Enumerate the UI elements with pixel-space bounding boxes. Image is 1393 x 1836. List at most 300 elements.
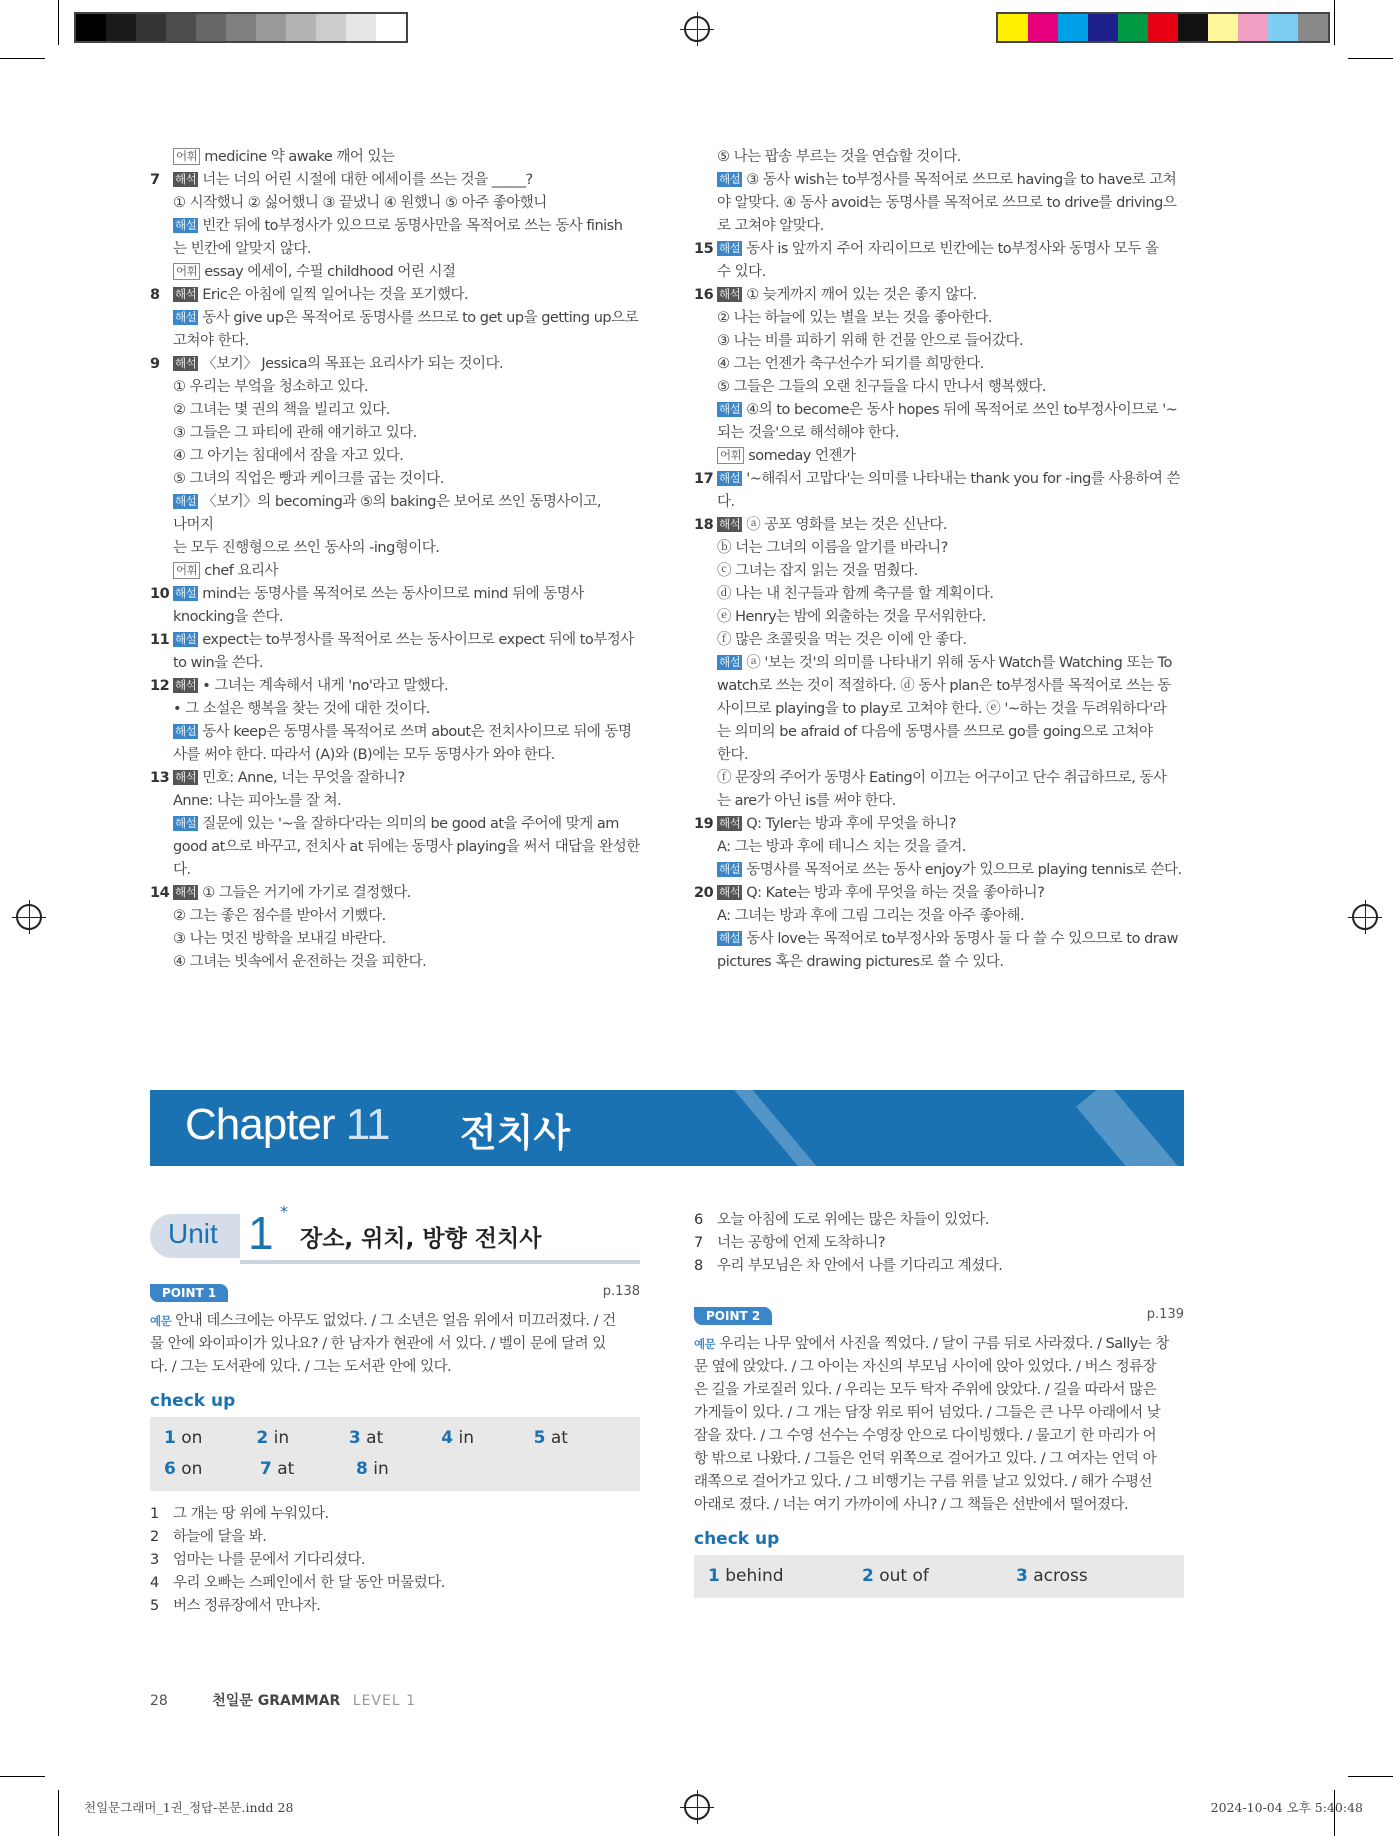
gray-color-bar	[74, 12, 408, 43]
answer-value: behind	[725, 1566, 784, 1586]
answer-text: mind는 동명사를 목적어로 쓰는 동사이므로 mind 뒤에 동명사	[202, 586, 584, 602]
answer-value: at	[366, 1428, 384, 1448]
sentence-number: 8	[694, 1258, 703, 1274]
swatch	[998, 14, 1028, 41]
translation-tag: 해석	[719, 816, 741, 830]
answer-row	[164, 1454, 626, 1485]
answer-text: 다.	[173, 862, 191, 878]
answer-text: Eric은 아침에 일찍 일어나는 것을 포기했다.	[202, 287, 469, 303]
swatch	[76, 14, 106, 41]
sentence-number: 6	[694, 1212, 703, 1228]
answer-text: ⑤ 나는 팝송 부르는 것을 연습할 것이다.	[717, 149, 961, 165]
chapter-title: 전치사	[460, 1111, 571, 1155]
answer-text: chef 요리사	[204, 563, 279, 579]
point2-section	[694, 1305, 1184, 1598]
answer-text: • 그녀는 계속해서 내게 'no'라고 말했다.	[202, 678, 449, 694]
answer-number: 2	[862, 1566, 874, 1586]
answer-line	[150, 192, 640, 215]
answer-line	[150, 399, 640, 422]
answer-line	[150, 721, 640, 744]
sentence-number: 1	[150, 1506, 159, 1522]
answer-line	[694, 606, 1184, 629]
explanation-tag: 해설	[719, 241, 741, 255]
answer-line	[694, 491, 1184, 514]
answer-line	[694, 629, 1184, 652]
example-line	[694, 1471, 1184, 1494]
crop-mark	[1334, 0, 1335, 45]
registration-mark-icon	[1352, 904, 1378, 930]
answer-text: ① 시작했니 ② 싫어했니 ③ 끝냈니 ④ 원했니 ⑤ 아주 좋아했니	[173, 195, 547, 211]
answer-text: 다.	[717, 494, 735, 510]
answer-value: on	[181, 1459, 203, 1479]
sentence-text: 너는 공항에 언제 도착하니?	[717, 1235, 886, 1251]
answer-text: ② 나는 하늘에 있는 별을 보는 것을 좋아한다.	[717, 310, 992, 326]
answer-text: 는 are가 아닌 is를 써야 한다.	[717, 793, 896, 809]
book-level: LEVEL 1	[352, 1693, 416, 1709]
answer-text: ⓕ 많은 초콜릿을 먹는 것은 이에 안 좋다.	[717, 632, 967, 648]
answer-text: ⓑ 너는 그녀의 이름을 알기를 바라니?	[717, 540, 948, 556]
example-text: 안내 데스크에는 아무도 없었다. / 그 소년은 얼음 위에서 미끄러졌다. / 건	[175, 1313, 616, 1329]
checkup-sentence	[150, 1526, 640, 1549]
page-ref: p.138	[602, 1284, 640, 1299]
question-number: 15	[694, 241, 714, 257]
answer-line	[694, 790, 1184, 813]
answer-line	[150, 606, 640, 629]
example-line	[694, 1425, 1184, 1448]
answer-text: 는 의미의 be afraid of 다음에 동명사를 쓰므로 go를 going으로 고쳐야 한다.	[717, 724, 1153, 763]
checkup-sentence	[150, 1549, 640, 1572]
crop-mark	[58, 1790, 59, 1836]
swatch	[1208, 14, 1238, 41]
example-line	[694, 1356, 1184, 1379]
answer-text: A: 그는 방과 후에 테니스 치는 것을 즐겨.	[717, 839, 967, 855]
crop-mark	[0, 58, 45, 59]
swatch	[226, 14, 256, 41]
answer-text: ⓓ 나는 내 친구들과 함께 축구를 할 계획이다.	[717, 586, 994, 602]
explanation-tag: 해설	[719, 655, 741, 669]
answer-line	[150, 905, 640, 928]
example-line	[694, 1448, 1184, 1471]
answer-line	[150, 445, 640, 468]
cmyk-color-bar	[996, 12, 1330, 43]
checkup-sentence	[150, 1595, 640, 1618]
answer-text: ⓒ 그녀는 잡지 읽는 것을 멈췄다.	[717, 563, 918, 579]
swatch	[1088, 14, 1118, 41]
answer-line	[694, 445, 1184, 468]
answer-text: ③ 동사 wish는 to부정사를 목적어로 쓰므로 having을 to have로 고쳐	[746, 172, 1177, 188]
answer-line	[694, 560, 1184, 583]
example-line	[150, 1356, 640, 1379]
swatch	[196, 14, 226, 41]
answer-line	[150, 330, 640, 353]
translation-tag: 해석	[175, 287, 197, 301]
checkup-answer	[1016, 1561, 1170, 1592]
point1-examples	[150, 1310, 640, 1379]
answer-line	[694, 514, 1184, 537]
swatch	[346, 14, 376, 41]
checkup-answer	[441, 1423, 533, 1454]
answer-text: ① 우리는 부엌을 청소하고 있다.	[173, 379, 369, 395]
point1-section	[150, 1282, 640, 1618]
answer-text: ⓐ 공포 영화를 보는 것은 신난다.	[746, 517, 947, 533]
explanation-tag: 해설	[175, 310, 197, 324]
answer-line	[150, 307, 640, 330]
explanation-tag: 해설	[175, 632, 197, 646]
answer-number: 1	[708, 1566, 720, 1586]
sentence-number: 2	[150, 1529, 159, 1545]
checkup-answer	[260, 1454, 356, 1485]
answer-text: ④ 그 아기는 침대에서 잠을 자고 있다.	[173, 448, 404, 464]
answer-line	[694, 951, 1184, 974]
answer-text: ④의 to become은 동사 hopes 뒤에 목적어로 쓰인 to부정사이므로 '~	[746, 402, 1178, 418]
answer-text: ② 그는 좋은 점수를 받아서 기뻤다.	[173, 908, 386, 924]
answer-text: good at으로 바꾸고, 전치사 at 뒤에는 동명사 playing을 써서 대답을 완성한	[173, 839, 640, 855]
answer-line	[694, 261, 1184, 284]
answer-text: 는 모두 진행형으로 쓰인 동사의 -ing형이다.	[173, 540, 440, 556]
answer-line	[694, 169, 1184, 192]
answer-text: Q: Tyler는 방과 후에 무엇을 하니?	[746, 816, 956, 832]
answer-line	[694, 905, 1184, 928]
sentence-number: 7	[694, 1235, 703, 1251]
example-line	[694, 1494, 1184, 1517]
checkup-sentence	[694, 1255, 1184, 1278]
answer-number: 3	[348, 1428, 361, 1448]
slug-date: 2024-10-04 오후 5:40:48	[1210, 1800, 1363, 1815]
answer-value: in	[458, 1428, 474, 1448]
answer-text: '~해줘서 고맙다'는 의미를 나타내는 thank you for -ing를 사용하여 쓴	[746, 471, 1181, 487]
answer-text: 로 고쳐야 알맞다.	[717, 218, 824, 234]
example-text: 래쪽으로 걸어가고 있다. / 그 비행기는 구름 위를 날고 있었다. / 해가 수평선	[694, 1474, 1152, 1490]
example-text: 은 길을 가로질러 있다. / 우리는 모두 탁자 주위에 앉았다. / 길을 따라서 많은	[694, 1382, 1157, 1398]
example-line	[150, 1333, 640, 1356]
answer-text: ⑤ 그녀의 직업은 빵과 케이크를 굽는 것이다.	[173, 471, 444, 487]
answer-text: pictures 혹은 drawing pictures로 쓸 수 있다.	[717, 954, 1004, 970]
answer-line	[150, 353, 640, 376]
answer-text: 질문에 있는 '~을 잘하다'라는 의미의 be good at을 주어에 맞게 am	[202, 816, 619, 832]
point1-badge: POINT 1	[150, 1284, 228, 1302]
answer-line	[150, 790, 640, 813]
answer-line	[150, 583, 640, 606]
page-footer	[150, 1690, 416, 1710]
answer-text: expect는 to부정사를 목적어로 쓰는 동사이므로 expect 뒤에 to부정사	[202, 632, 634, 648]
swatch	[1298, 14, 1328, 41]
explanation-tag: 해설	[719, 862, 741, 876]
explanation-tag: 해설	[719, 471, 741, 485]
answer-text: 수 있다.	[717, 264, 766, 280]
translation-tag: 해석	[719, 517, 741, 531]
swatch	[286, 14, 316, 41]
checkup-heading: check up	[150, 1391, 236, 1411]
swatch	[106, 14, 136, 41]
answer-text: ① 늦게까지 깨어 있는 것은 좋지 않다.	[746, 287, 977, 303]
answer-text: 동사 give up은 목적어로 동명사를 쓰므로 to get up을 getting up으로	[202, 310, 639, 326]
swatch	[1268, 14, 1298, 41]
explanation-tag: 해설	[175, 724, 197, 738]
answer-line	[694, 836, 1184, 859]
answer-line	[694, 721, 1184, 767]
chapter-banner	[150, 1090, 1184, 1166]
answer-line	[694, 307, 1184, 330]
checkup-answers	[694, 1555, 1184, 1598]
explanation-tag: 해설	[175, 218, 197, 232]
answer-line	[694, 238, 1184, 261]
answer-text: 야 알맞다. ④ 동사 avoid는 동명사를 목적어로 쓰므로 to drive를 driving으	[717, 195, 1177, 211]
translation-tag: 해석	[175, 885, 197, 899]
answer-line	[150, 376, 640, 399]
translation-tag: 해석	[719, 885, 741, 899]
question-number: 19	[694, 816, 714, 832]
answer-number: 5	[533, 1428, 546, 1448]
unit-heading	[150, 1202, 640, 1260]
answer-line	[150, 744, 640, 767]
point2-badge: POINT 2	[694, 1307, 772, 1325]
answer-text: 〈보기〉의 becoming과 ⑤의 baking은 보어로 쓰인 동명사이고, 나머지	[173, 494, 602, 533]
checkup-answer	[708, 1561, 862, 1592]
answer-row	[164, 1423, 626, 1454]
registration-mark-icon	[16, 904, 42, 930]
example-tag: 예문	[694, 1337, 716, 1351]
example-tag: 예문	[150, 1314, 172, 1328]
question-number: 10	[150, 586, 170, 602]
checkup-sentences-continued	[694, 1209, 1184, 1278]
sentence-text: 우리 오빠는 스페인에서 한 달 동안 머물렀다.	[173, 1575, 445, 1591]
answer-line	[694, 376, 1184, 399]
question-number: 13	[150, 770, 170, 786]
answer-text: ⑤ 그들은 그들의 오랜 친구들을 다시 만나서 행복했다.	[717, 379, 1047, 395]
answer-text: ③ 그들은 그 파티에 관해 얘기하고 있다.	[173, 425, 417, 441]
answer-line	[150, 215, 640, 238]
answer-text: ① 그들은 거기에 가기로 결정했다.	[202, 885, 411, 901]
answer-text: 빈칸 뒤에 to부정사가 있으므로 동명사만을 목적어로 쓰는 동사 finish	[202, 218, 623, 234]
sentence-number: 4	[150, 1575, 159, 1591]
registration-mark-icon	[684, 16, 710, 42]
answer-text: Q: Kate는 방과 후에 무엇을 하는 것을 좋아하니?	[746, 885, 1045, 901]
answer-number: 7	[260, 1459, 272, 1479]
answer-line	[694, 422, 1184, 445]
answer-number: 6	[164, 1459, 176, 1479]
answer-line	[694, 675, 1184, 698]
answer-line	[150, 882, 640, 905]
point2-examples	[694, 1333, 1184, 1517]
answer-line	[150, 652, 640, 675]
swatch	[1028, 14, 1058, 41]
answer-text: to win을 쓴다.	[173, 655, 263, 671]
answer-text: ③ 나는 비를 피하기 위해 한 건물 안으로 들어갔다.	[717, 333, 1024, 349]
page-ref: p.139	[1146, 1307, 1184, 1322]
answer-number: 4	[441, 1428, 454, 1448]
vocab-tag: 어휘	[173, 562, 200, 579]
question-number: 18	[694, 517, 714, 533]
answer-text: essay 에세이, 수필 childhood 어린 시절	[204, 264, 456, 280]
answers-right-column	[694, 146, 1184, 974]
sentence-number: 3	[150, 1552, 159, 1568]
swatch	[1178, 14, 1208, 41]
checkup-sentences	[150, 1503, 640, 1618]
translation-tag: 해석	[175, 770, 197, 784]
answer-value: in	[373, 1459, 389, 1479]
crop-mark	[1348, 58, 1393, 59]
question-number: 9	[150, 356, 160, 372]
translation-tag: 해석	[175, 172, 197, 186]
unit-star: *	[280, 1202, 288, 1221]
answer-line	[150, 698, 640, 721]
example-line	[694, 1402, 1184, 1425]
checkup-answer	[164, 1423, 256, 1454]
swatch	[1058, 14, 1088, 41]
checkup-answer	[256, 1423, 348, 1454]
answer-text: 동명사를 목적어로 쓰는 동사 enjoy가 있으므로 playing tennis로 쓴다.	[746, 862, 1182, 878]
answer-text: 너는 너의 어린 시절에 대한 에세이를 쓰는 것을 _____?	[202, 172, 533, 188]
explanation-tag: 해설	[719, 931, 741, 945]
question-number: 11	[150, 632, 170, 648]
answer-text: watch로 쓰는 것이 적절하다. ⓓ 동사 plan은 to부정사를 목적어로 쓰는 동	[717, 678, 1171, 694]
registration-mark-icon	[684, 1794, 710, 1820]
crop-mark	[1348, 1776, 1393, 1777]
answer-text: A: 그녀는 방과 후에 그림 그리는 것을 아주 좋아해.	[717, 908, 1025, 924]
chapter-label: Chapter 11	[185, 1100, 390, 1149]
answer-line	[150, 422, 640, 445]
answer-line	[150, 629, 640, 652]
question-number: 17	[694, 471, 714, 487]
answer-line	[694, 353, 1184, 376]
swatch	[256, 14, 286, 41]
answer-text: 는 빈칸에 알맞지 않다.	[173, 241, 311, 257]
slug-filename: 천일문그래머_1권_정답-본문.indd 28	[84, 1800, 294, 1815]
sentence-number: 5	[150, 1598, 159, 1614]
answers-left-column	[150, 146, 640, 974]
answer-text: 되는 것을'으로 해석해야 한다.	[717, 425, 900, 441]
unit-label: Unit	[168, 1218, 218, 1249]
swatch	[1238, 14, 1268, 41]
checkup-heading: check up	[694, 1529, 780, 1549]
answer-line	[694, 859, 1184, 882]
answer-text: 사를 써야 한다. 따라서 (A)와 (B)에는 모두 동명사가 와야 한다.	[173, 747, 555, 763]
checkup-answer	[534, 1423, 626, 1454]
swatch	[316, 14, 346, 41]
answer-line	[694, 146, 1184, 169]
answer-line	[694, 583, 1184, 606]
explanation-tag: 해설	[719, 172, 741, 186]
answer-number: 8	[356, 1459, 368, 1479]
vocab-tag: 어휘	[717, 447, 744, 464]
example-text: 우리는 나무 앞에서 사진을 찍었다. / 달이 구름 뒤로 사라졌다. / Sally는 창	[719, 1336, 1169, 1352]
answer-value: at	[550, 1428, 568, 1448]
answer-number: 2	[256, 1428, 269, 1448]
sentence-text: 그 개는 땅 위에 누워있다.	[173, 1506, 329, 1522]
answer-line	[694, 192, 1184, 215]
unit-number: 1	[248, 1207, 274, 1259]
explanation-tag: 해설	[175, 494, 197, 508]
answer-text: 민호: Anne, 너는 무엇을 잘하니?	[202, 770, 405, 786]
answer-line	[694, 698, 1184, 721]
checkup-sentence	[694, 1209, 1184, 1232]
swatch	[376, 14, 406, 41]
answer-text: 사이므로 playing을 to play로 고쳐야 한다. ⓔ '~하는 것을 두려워하다'라	[717, 701, 1167, 717]
checkup-answer	[349, 1423, 441, 1454]
answer-text: 동사 keep은 동명사를 목적어로 쓰며 about은 전치사이므로 뒤에 동명	[202, 724, 632, 740]
answer-line	[694, 767, 1184, 790]
answer-number: 3	[1016, 1566, 1028, 1586]
answer-text: 고쳐야 한다.	[173, 333, 249, 349]
explanation-tag: 해설	[175, 586, 197, 600]
answer-line	[150, 491, 640, 537]
example-line	[150, 1310, 640, 1333]
crop-mark	[0, 1776, 45, 1777]
answer-line	[150, 537, 640, 560]
example-text: 잠을 잤다. / 그 수영 선수는 수영장 안으로 다이빙했다. / 물고기 한 마리가 어	[694, 1428, 1157, 1444]
answer-value: at	[277, 1459, 295, 1479]
translation-tag: 해석	[175, 356, 197, 370]
answer-line	[150, 836, 640, 859]
example-text: 다. / 그는 도서관에 있다. / 그는 도서관 안에 있다.	[150, 1359, 452, 1375]
answer-line	[694, 399, 1184, 422]
page-number: 28	[150, 1693, 168, 1709]
answer-value: in	[273, 1428, 290, 1448]
answer-line	[150, 813, 640, 836]
question-number: 16	[694, 287, 714, 303]
answer-line	[694, 537, 1184, 560]
answer-line	[694, 882, 1184, 905]
example-text: 항 밖으로 나왔다. / 그들은 언덕 위쪽으로 걸어가고 있다. / 그 여자는 언덕 아	[694, 1451, 1157, 1467]
sentence-text: 엄마는 나를 문에서 기다리셨다.	[173, 1552, 366, 1568]
example-line	[694, 1333, 1184, 1356]
sentence-text: 하늘에 달을 봐.	[173, 1529, 267, 1545]
sentence-text: 버스 정류장에서 만나자.	[173, 1598, 321, 1614]
question-number: 8	[150, 287, 160, 303]
answer-line	[694, 652, 1184, 675]
answer-line	[150, 169, 640, 192]
checkup-answers	[150, 1417, 640, 1491]
answer-line	[694, 215, 1184, 238]
answer-line	[694, 468, 1184, 491]
answer-line	[150, 238, 640, 261]
sentence-text: 우리 부모님은 차 안에서 나를 기다리고 계셨다.	[717, 1258, 1003, 1274]
checkup-sentence	[694, 1232, 1184, 1255]
answer-text: Anne: 나는 피아노를 잘 쳐.	[173, 793, 342, 809]
answer-line	[150, 928, 640, 951]
answer-text: 동사 is 앞까지 주어 자리이므로 빈칸에는 to부정사와 동명사 모두 올	[746, 241, 1159, 257]
question-number: 14	[150, 885, 170, 901]
crop-mark	[58, 0, 59, 45]
answer-value: on	[181, 1428, 203, 1448]
example-text: 물 안에 와이파이가 있나요? / 한 남자가 현관에 서 있다. / 벨이 문에 달려 있	[150, 1336, 606, 1352]
answer-line	[694, 928, 1184, 951]
answer-line	[150, 284, 640, 307]
answer-line	[150, 261, 640, 284]
answer-text: ② 그녀는 몇 권의 책을 빌리고 있다.	[173, 402, 390, 418]
answer-line	[150, 767, 640, 790]
swatch	[1118, 14, 1148, 41]
answer-text: ⓔ Henry는 밤에 외출하는 것을 무서워한다.	[717, 609, 986, 625]
swatch	[166, 14, 196, 41]
example-line	[694, 1379, 1184, 1402]
answer-line	[150, 468, 640, 491]
checkup-sentence	[150, 1572, 640, 1595]
answer-text: ④ 그는 언젠가 축구선수가 되기를 희망한다.	[717, 356, 984, 372]
answer-text: ③ 나는 멋진 방학을 보내길 바란다.	[173, 931, 386, 947]
answer-line	[150, 675, 640, 698]
answer-line	[150, 859, 640, 882]
answer-line	[694, 813, 1184, 836]
answer-text: ④ 그녀는 빗속에서 운전하는 것을 피한다.	[173, 954, 427, 970]
answer-value: across	[1033, 1566, 1088, 1586]
question-number: 20	[694, 885, 714, 901]
vocab-tag: 어휘	[173, 148, 200, 165]
explanation-tag: 해설	[719, 402, 741, 416]
answer-text: medicine 약 awake 깨어 있는	[204, 149, 395, 165]
translation-tag: 해석	[175, 678, 197, 692]
sentence-text: 오늘 아침에 도로 위에는 많은 차들이 있었다.	[717, 1212, 989, 1228]
